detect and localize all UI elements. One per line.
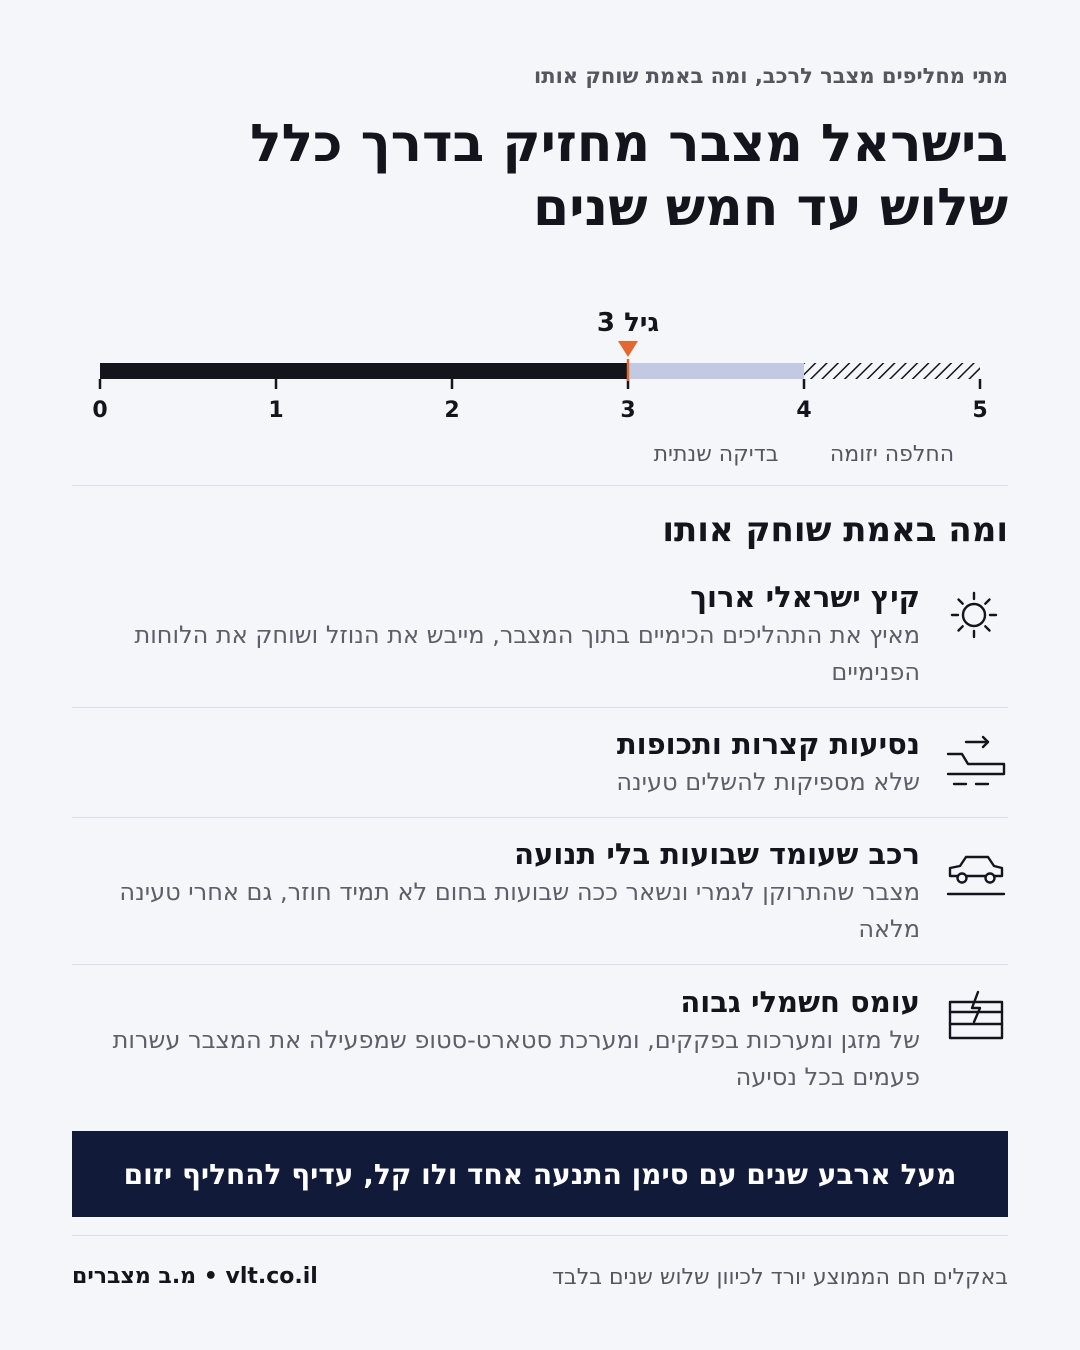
age-marker-arrow <box>618 341 638 357</box>
parked-car-icon <box>944 838 1008 902</box>
factor-title: עומס חשמלי גבוה <box>680 985 920 1019</box>
timeline-zone-label: בדיקה שנתית <box>653 442 779 467</box>
factor-item <box>72 575 1008 695</box>
factor-desc: מאיץ את התהליכים הכימיים בתוך המצבר, מייבש את הנוזל ושוחק את הלוחות הפנימיים <box>134 621 920 686</box>
callout-text: מעל ארבע שנים עם סימן התנעה אחד ולו קל, עדיף להחליף יזום <box>123 1157 957 1191</box>
factor-desc: של מזגן ומערכות בפקקים, ומערכת סטארט-סטופ שמפעילה את המצבר עשרות פעמים בכל נסיעה <box>112 1026 920 1091</box>
timeline-segment-hatched <box>804 363 980 379</box>
factor-desc: שלא מספיקות להשלים טעינה <box>616 768 920 796</box>
timeline-tick-label: 0 <box>92 398 108 423</box>
timeline-tick-label: 1 <box>268 398 284 423</box>
battery-age-timeline <box>0 295 1080 475</box>
factor-item <box>72 980 1008 1100</box>
footnote: באקלים חם הממוצע יורד לכיוון שלוש שנים בלבד <box>552 1265 1008 1290</box>
factor-item <box>72 832 1008 952</box>
short-trips-icon <box>944 728 1008 792</box>
title-line-1: בישראל מצבר מחזיק בדרך כלל <box>250 114 1008 174</box>
battery-load-icon <box>944 984 1008 1048</box>
divider <box>72 485 1008 486</box>
factor-title: נסיעות קצרות ותכופות <box>616 727 920 761</box>
age-marker-label: גיל 3 <box>596 308 660 338</box>
timeline-tick-label: 3 <box>620 398 636 423</box>
factor-title: קיץ ישראלי ארוך <box>690 580 920 614</box>
factor-title: רכב שעומד שבועות בלי תנועה <box>514 837 920 871</box>
timeline-segment-solid <box>100 363 628 379</box>
brand-credit: vlt.co.il • מ.ב מצברים <box>72 1264 318 1289</box>
page-title <box>68 112 1008 240</box>
divider <box>72 964 1008 965</box>
timeline-tick-label: 4 <box>796 398 812 423</box>
divider <box>72 707 1008 708</box>
timeline-segment-light <box>628 363 804 379</box>
sun-icon <box>944 583 1008 647</box>
timeline-zone-label: החלפה יזומה <box>829 442 955 467</box>
kicker: מתי מחליפים מצבר לרכב, ומה באמת שוחק אותו <box>534 64 1008 88</box>
timeline-tick-label: 5 <box>972 398 988 423</box>
divider <box>72 1235 1008 1236</box>
callout-banner <box>72 1131 1008 1217</box>
timeline-tick-label: 2 <box>444 398 460 423</box>
factor-desc: מצבר שהתרוקן לגמרי ונשאר ככה שבועות בחום לא תמיד חוזר, גם אחרי טעינה מלאה <box>119 878 920 943</box>
section-title: ומה באמת שוחק אותו <box>662 510 1008 550</box>
factor-item <box>72 722 1008 806</box>
title-line-2: שלוש עד חמש שנים <box>533 178 1008 238</box>
divider <box>72 817 1008 818</box>
